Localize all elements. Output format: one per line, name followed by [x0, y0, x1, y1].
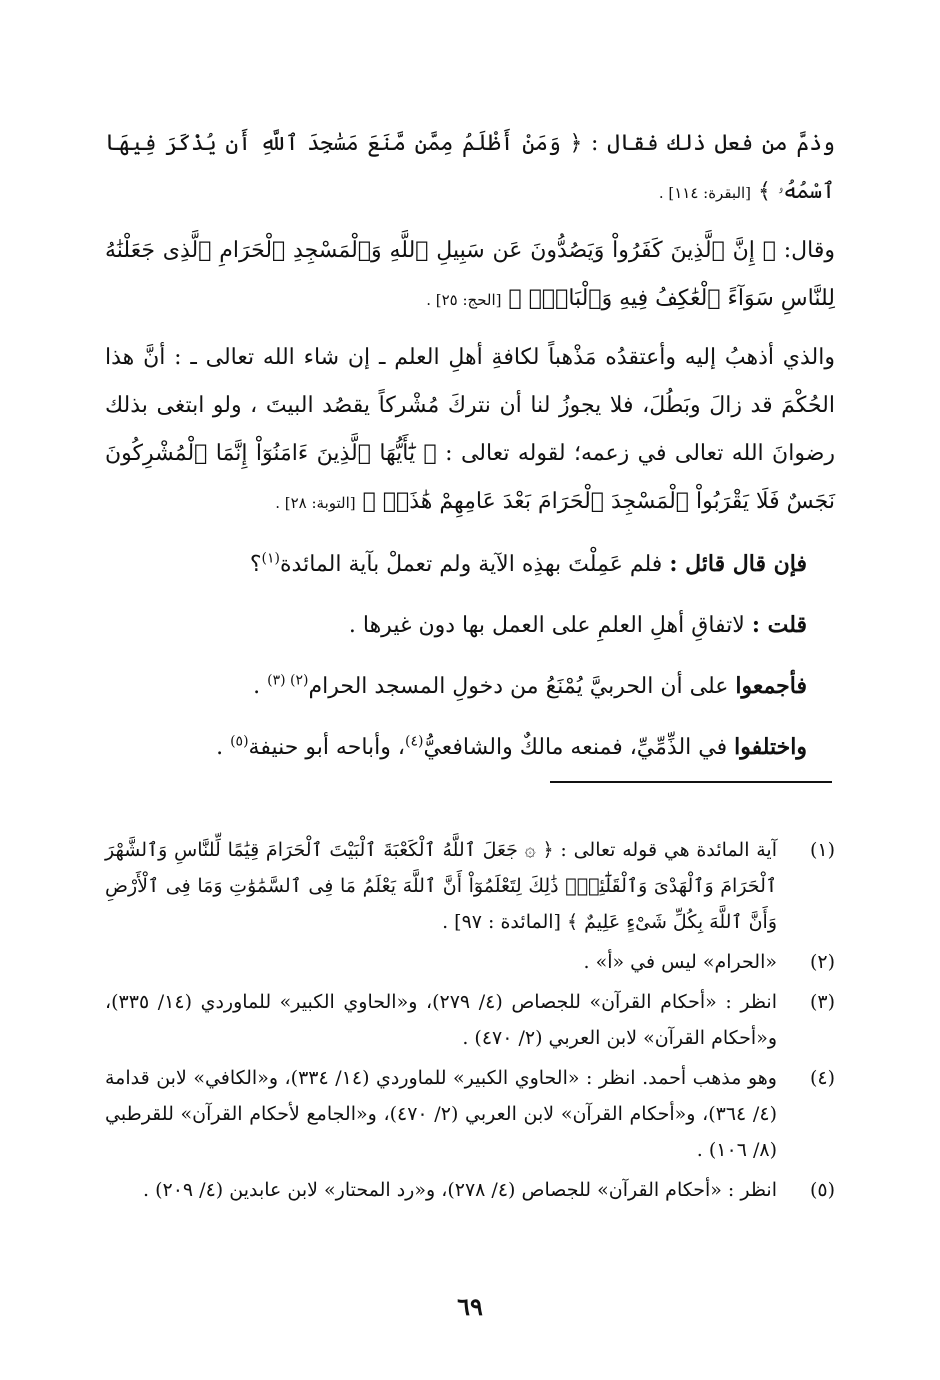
page-number: ٦٩ [457, 1292, 483, 1321]
qa-tail: . [253, 674, 268, 699]
footnote-text: وهو مذهب أحمد. انظر : «الحاوي الكبير» للماوردي (١٤/ ٣٣٤)، و«الكافي» لابن قدامة (٤/ ٣٦٤)، و«أحكام القرآن» لابن العربي (٢/ ٤٧٠)، و«الجامع لأحكام القرآن» للقرطبي (٨/ ١٠٦) . [105, 1067, 777, 1161]
footnote-number: (٥) [809, 1179, 835, 1201]
main-text [105, 120, 835, 781]
paragraph-text: وذمَّ من فعل ذلك فقال : ﴿ وَمَنْ أَظْلَمُ مِمَّن مَّنَعَ مَسَٰجِدَ ٱللَّهِ أَن يُذْكَرَ فِيهَا ٱسْمُهُۥ ﴾ [105, 131, 835, 204]
qa-lead: قلت : [751, 612, 807, 638]
qa-lead: فأجمعوا [735, 673, 807, 699]
verse-citation: [البقرة: ١١٤] . [658, 184, 752, 202]
footnote-text: «الحرام» ليس في «أ» . [583, 951, 777, 973]
paragraph-2 [105, 227, 835, 324]
verse-citation: [الحج: ٢٥] . [426, 291, 502, 309]
footnote-text: انظر : «أحكام القرآن» للجصاص (٤/ ٢٧٩)، و«الحاوي الكبير» للماوردي (١٤/ ٣٣٥)، و«أحكام القرآن» لابن العربي (٢/ ٤٧٠) . [105, 991, 777, 1049]
qa-tail: ؟ [249, 552, 262, 577]
qa-lead: فإن قال قائل : [669, 551, 807, 577]
qa-lead: واختلفوا [734, 734, 807, 760]
footnote-ref: (١) [261, 550, 281, 567]
verse-citation: [التوبة: ٢٨] . [275, 494, 356, 512]
qa-text: لاتفاقِ أهلِ العلمِ على العمل بها دون غيرها . [348, 613, 752, 638]
qa-disagreement [105, 720, 835, 775]
footnote-number: (٢) [809, 951, 835, 973]
footnote-number: (٤) [809, 1067, 835, 1089]
footnote-number: (١) [809, 839, 835, 861]
qa-tail: . [216, 735, 231, 760]
qa-text: على أن الحربيَّ يُمْنَعُ من دخولِ المسجد الحرام [308, 674, 736, 699]
footnote-ref: (٥) [230, 733, 249, 750]
qa-text: في الذِّمِّيِّ، فمنعه مالكٌ والشافعيُّ [423, 735, 735, 760]
qa-consensus [105, 659, 835, 714]
footnote-text: انظر : «أحكام القرآن» للجصاص (٤/ ٢٧٨)، و«رد المحتار» لابن عابدين (٤/ ٢٠٩) . [142, 1179, 777, 1201]
footnote-ref: (٤) [405, 733, 424, 750]
footnote-number: (٣) [809, 991, 835, 1013]
footnote-5 [105, 1172, 835, 1208]
paragraph-3 [105, 334, 835, 527]
paragraph-text: وقال: ﴿ إِنَّ ٱلَّذِينَ كَفَرُواْ وَيَصُدُّونَ عَن سَبِيلِ ٱللَّهِ وَٱلْمَسْجِدِ ٱلْحَرَامِ ٱلَّذِى جَعَلْنَٰهُ لِلنَّاسِ سَوَآءً ٱلْعَٰكِفُ فِيهِ وَٱلْبَادِۚ ﴾ [105, 238, 835, 311]
footnote-3 [105, 984, 835, 1056]
footnote-divider [550, 781, 832, 783]
footnote-4 [105, 1060, 835, 1168]
qa-question [105, 537, 835, 592]
qa-text-2: ، وأباحه أبو حنيفة [248, 735, 405, 760]
footnote-ref: (٢) (٣) [267, 672, 309, 689]
footnote-2 [105, 944, 835, 980]
footnote-text: آية المائدة هي قوله تعالى : ﴿ ۞ جَعَلَ ٱللَّهُ ٱلْكَعْبَةَ ٱلْبَيْتَ ٱلْحَرَامَ قِيَٰمًا لِّلنَّاسِ وَٱلشَّهْرَ ٱلْحَرَامَ وَٱلْهَدْىَ وَٱلْقَلَٰٓئِدَۚ ذَٰلِكَ لِتَعْلَمُوٓاْ أَنَّ ٱللَّهَ يَعْلَمُ مَا فِى ٱلسَّمَٰوَٰتِ وَمَا فِى ٱلْأَرْضِ وَأَنَّ ٱللَّهَ بِكُلِّ شَىْءٍ عَلِيمٌ ﴾ [المائدة : ٩٧] . [105, 839, 777, 933]
footnotes [105, 832, 835, 1212]
qa-text: فلم عَمِلْتَ بهذِه الآية ولم تعملْ بآية المائدة [280, 552, 670, 577]
paragraph-text: والذي أذهبُ إليه وأعتقدُه مَذْهباً لكافةِ أهلِ العلم ـ إن شاء الله تعالى ـ : أنَّ هذا الحُكْمَ قد زالَ وبَطُلَ، فلا يجوزُ لنا أن نتركَ مُشْركاً يقصُد البيتَ ، ولو ابتغى بذلك رضوانَ الله تعالى في زعمه؛ لقوله تعالى : ﴿ يَٰٓأَيُّهَا ٱلَّذِينَ ءَامَنُوٓاْ إِنَّمَا ٱلْمُشْرِكُونَ نَجَسٌ فَلَا يَقْرَبُواْ ٱلْمَسْجِدَ ٱلْحَرَامَ بَعْدَ عَامِهِمْ هَٰذَاۚ ﴾ [105, 345, 835, 514]
paragraph-1 [105, 120, 835, 217]
footnote-1 [105, 832, 835, 940]
qa-answer [105, 598, 835, 653]
